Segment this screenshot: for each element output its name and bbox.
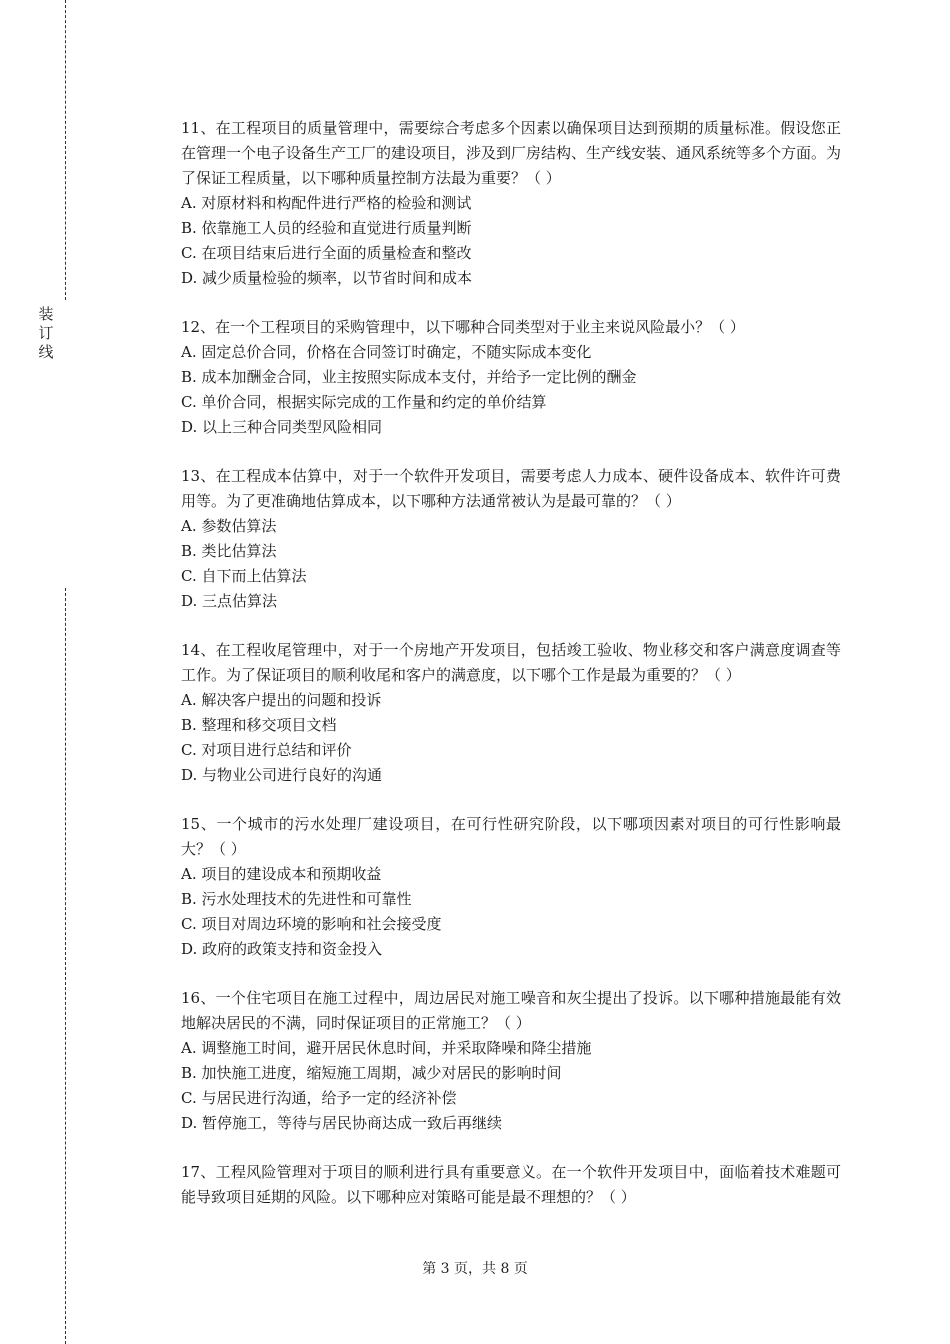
option-b: B. 成本加酬金合同，业主按照实际成本支付，并给予一定比例的酬金	[181, 368, 637, 386]
binding-line-top	[65, 0, 66, 300]
option-c: C. 与居民进行沟通，给予一定的经济补偿	[181, 1089, 457, 1107]
question-15	[181, 812, 841, 962]
question-stem: 11、在工程项目的质量管理中，需要综合考虑多个因素以确保项目达到预期的质量标准。假设您正在管理一个电子设备生产工厂的建设项目，涉及到厂房结构、生产线安装、通风系统等多个方面。为了保证工程质量，以下哪种质量控制方法最为重要？（ ）	[181, 119, 842, 187]
page-number: 第 3 页，共 8 页	[422, 1261, 528, 1277]
question-stem: 12、在一个工程项目的采购管理中，以下哪种合同类型对于业主来说风险最小？（ ）	[181, 318, 745, 336]
option-a: A. 参数估算法	[181, 517, 277, 535]
question-14	[181, 638, 841, 788]
option-a: A. 调整施工时间，避开居民休息时间，并采取降噪和降尘措施	[181, 1039, 592, 1057]
option-b: B. 整理和移交项目文档	[181, 716, 337, 734]
question-17	[181, 1160, 841, 1210]
option-d: D. 减少质量检验的频率，以节省时间和成本	[181, 269, 473, 287]
question-12	[181, 315, 841, 440]
question-list	[181, 116, 841, 1234]
option-a: A. 固定总价合同，价格在合同签订时确定，不随实际成本变化	[181, 343, 592, 361]
question-stem: 13、在工程成本估算中，对于一个软件开发项目，需要考虑人力成本、硬件设备成本、软件许可费用等。为了更准确地估算成本，以下哪种方法通常被认为是最可靠的？（ ）	[181, 467, 841, 510]
option-d: D. 暂停施工，等待与居民协商达成一致后再继续	[181, 1114, 503, 1132]
option-d: D. 以上三种合同类型风险相同	[181, 418, 383, 436]
option-c: C. 对项目进行总结和评价	[181, 741, 352, 759]
binding-label: 装订线	[38, 305, 54, 361]
option-b: B. 依靠施工人员的经验和直觉进行质量判断	[181, 219, 472, 237]
option-c: C. 项目对周边环境的影响和社会接受度	[181, 915, 442, 933]
question-stem: 14、在工程收尾管理中，对于一个房地产开发项目，包括竣工验收、物业移交和客户满意度调查等工作。为了保证项目的顺利收尾和客户的满意度，以下哪个工作是最为重要的？（ ）	[181, 641, 841, 684]
option-b: B. 类比估算法	[181, 542, 277, 560]
option-d: D. 三点估算法	[181, 592, 278, 610]
option-b: B. 污水处理技术的先进性和可靠性	[181, 890, 412, 908]
option-c: C. 自下而上估算法	[181, 567, 307, 585]
option-b: B. 加快施工进度，缩短施工周期，减少对居民的影响时间	[181, 1064, 562, 1082]
option-c: C. 单价合同，根据实际完成的工作量和约定的单价结算	[181, 393, 547, 411]
question-stem: 15、一个城市的污水处理厂建设项目，在可行性研究阶段，以下哪项因素对项目的可行性影响最大？（ ）	[181, 815, 841, 858]
question-stem: 17、工程风险管理对于项目的顺利进行具有重要意义。在一个软件开发项目中，面临着技术难题可能导致项目延期的风险。以下哪种应对策略可能是最不理想的？（ ）	[181, 1163, 841, 1206]
question-11	[181, 116, 841, 291]
binding-line-bottom	[65, 588, 66, 1344]
question-13	[181, 464, 841, 614]
option-d: D. 与物业公司进行良好的沟通	[181, 766, 383, 784]
option-c: C. 在项目结束后进行全面的质量检查和整改	[181, 244, 472, 262]
option-a: A. 对原材料和构配件进行严格的检验和测试	[181, 194, 472, 212]
option-d: D. 政府的政策支持和资金投入	[181, 940, 383, 958]
question-stem: 16、一个住宅项目在施工过程中，周边居民对施工噪音和灰尘提出了投诉。以下哪种措施最能有效地解决居民的不满，同时保证项目的正常施工？（ ）	[181, 989, 841, 1032]
option-a: A. 解决客户提出的问题和投诉	[181, 691, 382, 709]
question-16	[181, 986, 841, 1136]
option-a: A. 项目的建设成本和预期收益	[181, 865, 382, 883]
